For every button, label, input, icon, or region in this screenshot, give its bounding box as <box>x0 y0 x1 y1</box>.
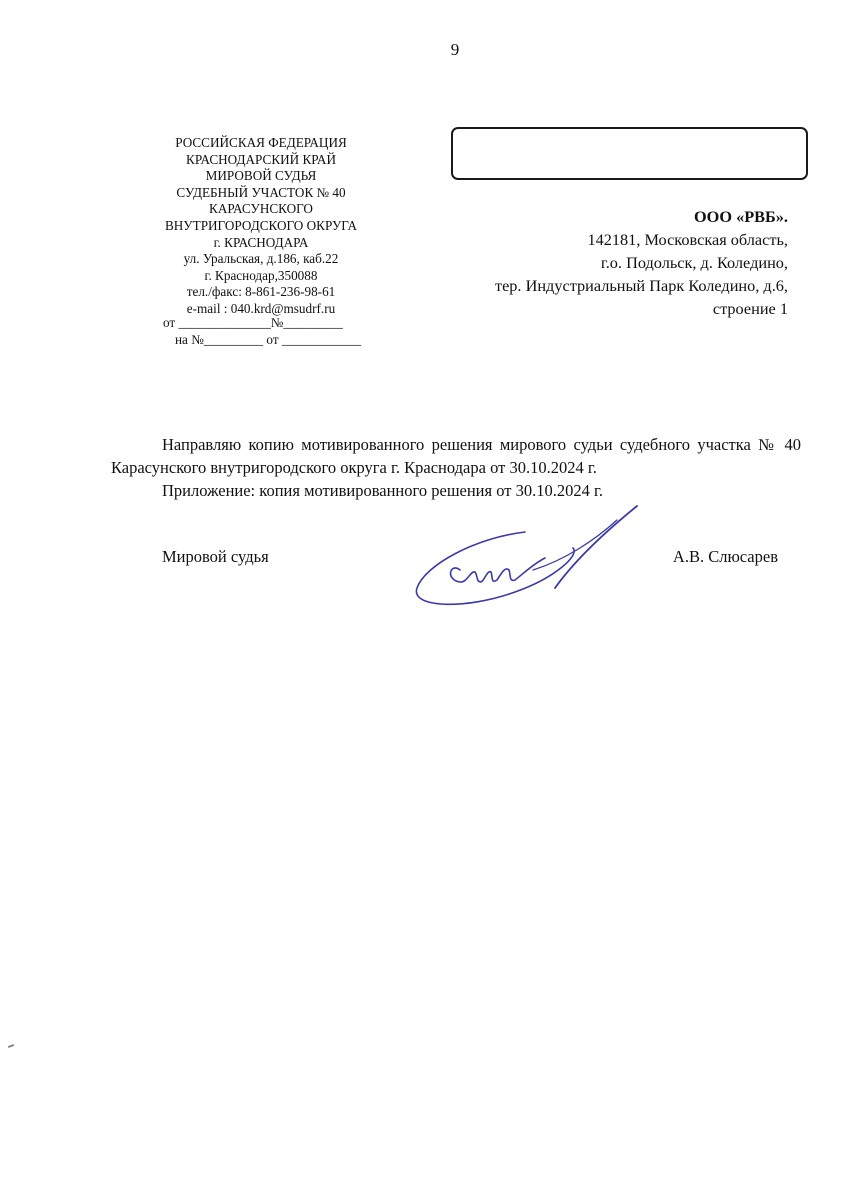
recipient-address-line: тер. Индустриальный Парк Коледино, д.6, <box>494 276 788 295</box>
signature-strokes <box>416 506 637 604</box>
letter-body <box>111 433 801 502</box>
signature-loop <box>416 532 574 604</box>
court-header-email: e-mail : 040.krd@msudrf.ru <box>186 300 336 316</box>
court-header-district: СУДЕБНЫЙ УЧАСТОК № 40 <box>176 184 346 200</box>
recipient-address-line: г.о. Подольск, д. Коледино, <box>600 253 788 272</box>
signatory-title: Мировой судья <box>162 547 269 566</box>
signatory-name: А.В. Слюсарев <box>672 547 778 566</box>
recipient-name: ООО «РВБ». <box>694 207 788 226</box>
body-paragraph-main: Направляю копию мотивированного решения мирового судьи судебного участка № 40 Карасунского внутригородского округа г. Краснодара от 30.10.2024 г. <box>111 435 801 477</box>
recipient-address-line: 142181, Московская область, <box>587 230 788 249</box>
court-header-region: КРАСНОДАРСКИЙ КРАЙ <box>186 151 336 167</box>
scan-speck <box>8 1044 14 1048</box>
ref-from-line: от ______________№_________ <box>163 315 343 330</box>
court-header-phone: тел./факс: 8-861-236-98-61 <box>186 284 336 300</box>
court-header <box>140 135 382 318</box>
registration-stamp-box <box>451 127 808 180</box>
court-header-city: г. КРАСНОДАРА <box>213 234 309 250</box>
court-header-okrug-2: ВНУТРИГОРОДСКОГО ОКРУГА <box>164 217 358 233</box>
signature-slash <box>555 506 637 588</box>
reference-fields <box>157 315 382 348</box>
court-header-postal: г. Краснодар,350088 <box>204 267 318 283</box>
court-header-judge: МИРОВОЙ СУДЬЯ <box>205 168 317 184</box>
ref-to-line: на №_________ от ____________ <box>175 331 362 347</box>
recipient-block <box>420 205 788 320</box>
court-header-street: ул. Уральская, д.186, каб.22 <box>183 251 339 267</box>
signature-letters <box>451 558 545 582</box>
handwritten-signature <box>405 500 655 615</box>
page-number: 9 <box>450 40 460 59</box>
court-header-country: РОССИЙСКАЯ ФЕДЕРАЦИЯ <box>175 135 347 150</box>
court-header-okrug-1: КАРАСУНСКОГО <box>209 201 313 217</box>
body-paragraph-attachment: Приложение: копия мотивированного решения от 30.10.2024 г. <box>162 481 603 500</box>
recipient-address-line: строение 1 <box>712 299 788 318</box>
